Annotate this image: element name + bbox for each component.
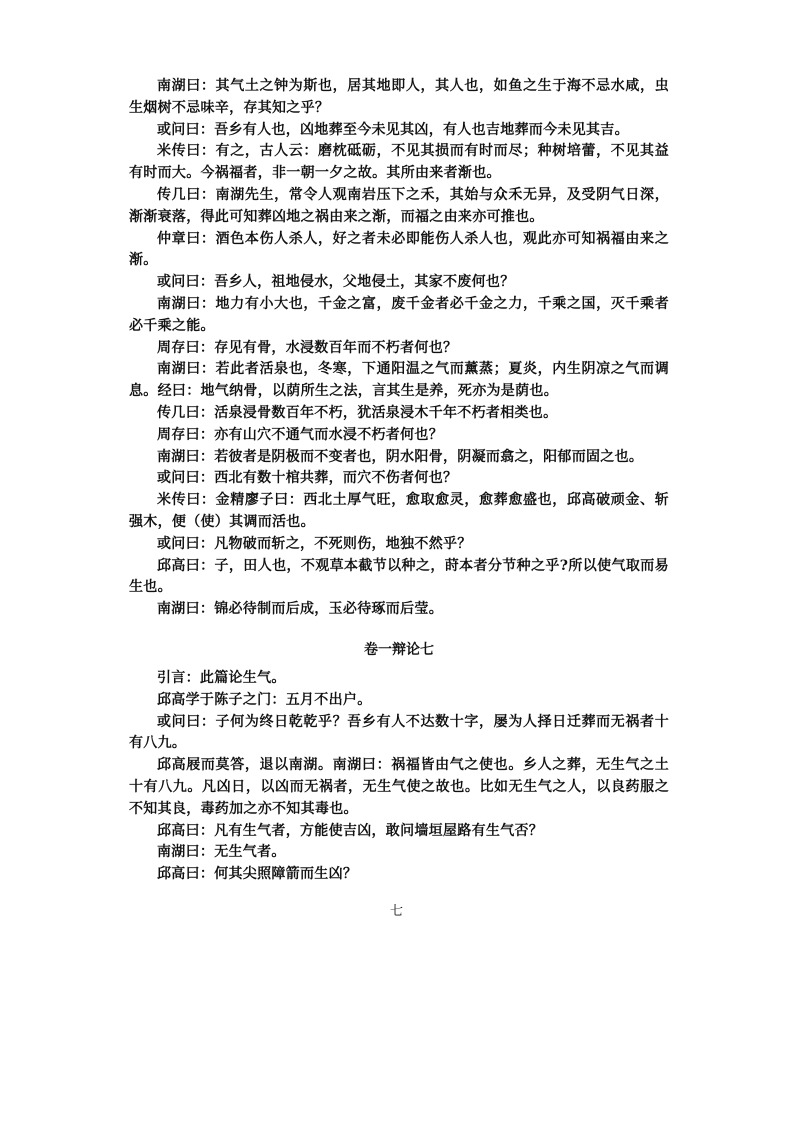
paragraph: 或问曰：子何为终日乾乾乎？吾乡有人不达数十字，屡为人择日迁葬而无祸者十有八九。 bbox=[129, 713, 669, 752]
paragraph: 南湖曰：其气土之钟为斯也，居其地即人，其人也，如鱼之生于海不忌水咸，虫生烟树不忌味辛，存其知之乎？ bbox=[129, 78, 669, 116]
paragraph-group-bottom bbox=[129, 668, 669, 886]
paragraph: 传几曰：活泉浸骨数百年不朽，犹活泉浸木千年不朽者相类也。 bbox=[157, 404, 558, 421]
section-gap bbox=[129, 621, 669, 629]
paragraph: 邱高屐而莫答，退以南湖。南湖曰：祸福皆由气之使也。乡人之葬，无生气之土十有八九。凡凶日，以凶而无祸者，无生气使之故也。比如无生气之人，以良药服之不知其良，毒药加之亦不知其毒也。 bbox=[129, 757, 669, 817]
paragraph: 南湖曰：若彼者是阴极而不变者也，阴水阳骨，阴凝而翕之，阳郁而固之也。 bbox=[157, 448, 644, 465]
paragraph: 引言：此篇论生气。 bbox=[157, 669, 286, 686]
paragraph: 邱高曰：何其尖照障箭而生凶？ bbox=[157, 866, 358, 883]
paragraph: 南湖曰：锦必待制而后成，玉必待琢而后莹。 bbox=[157, 601, 443, 618]
paragraph: 邱高曰：子，田人也，不观草本截节以种之，莳本者分节种之乎?所以使气取而易生也。 bbox=[129, 557, 669, 596]
paragraph: 仲章曰：酒色本伤人杀人，好之者未必即能伤人杀人也，观此亦可知祸福由来之渐。 bbox=[129, 230, 669, 269]
paragraph: 邱高曰：凡有生气者，方能使吉凶，敢问墙垣屋路有生气否？ bbox=[157, 822, 544, 839]
document-body bbox=[129, 76, 669, 886]
paragraph: 米传曰：有之，古人云：磨枕砥砺，不见其损而有时而尽；种树培蕾，不见其益有时而大。今祸福者，非一朝一夕之故。其所由来者渐也。 bbox=[129, 143, 669, 182]
paragraph: 南湖曰：地力有小大也，千金之富，废千金者必千金之力，千乘之国，灭千乘者必千乘之能。 bbox=[129, 295, 669, 334]
paragraph-group-top bbox=[129, 76, 669, 621]
paragraph: 或问曰：西北有数十棺共葬，而穴不伤者何也？ bbox=[157, 470, 458, 487]
paragraph: 或问曰：吾乡有人也，凶地葬至今未见其凶，有人也吉地葬而今未见其吉。 bbox=[157, 121, 629, 138]
page-number: 七 bbox=[389, 904, 403, 919]
paragraph: 周存曰：存见有骨，水浸数百年而不朽者何也？ bbox=[157, 339, 458, 356]
paragraph: 传几曰：南湖先生，常令人观南岩压下之禾，其始与众禾无异，及受阴气日深，渐渐衰落，得此可知葬凶地之祸由来之渐，而福之由来亦可推也。 bbox=[129, 186, 669, 225]
paragraph: 南湖曰：若此者活泉也，冬寒，下通阳温之气而薰蒸；夏炎，内生阴凉之气而调息。经曰：地气纳骨，以荫所生之法，言其生是养，死亦为是荫也。 bbox=[129, 361, 669, 400]
paragraph: 米传曰：金精廖子曰：西北土厚气旺，愈取愈灵，愈葬愈盛也，邱高破顽金、斩强木，便（使）其调而活也。 bbox=[129, 492, 669, 530]
paragraph: 邱高学于陈子之门：五月不出户。 bbox=[157, 691, 372, 708]
paragraph: 周存曰：亦有山穴不通气而水浸不朽者何也？ bbox=[157, 426, 443, 443]
section-title: 卷一辩论七 bbox=[364, 641, 434, 658]
paragraph: 或问曰：凡物破而斩之，不死则伤，地独不然乎？ bbox=[157, 535, 472, 552]
paragraph: 南湖曰：无生气者。 bbox=[157, 844, 286, 861]
paragraph: 或问曰：吾乡人，祖地侵水，父地侵土，其家不废何也？ bbox=[157, 274, 515, 291]
